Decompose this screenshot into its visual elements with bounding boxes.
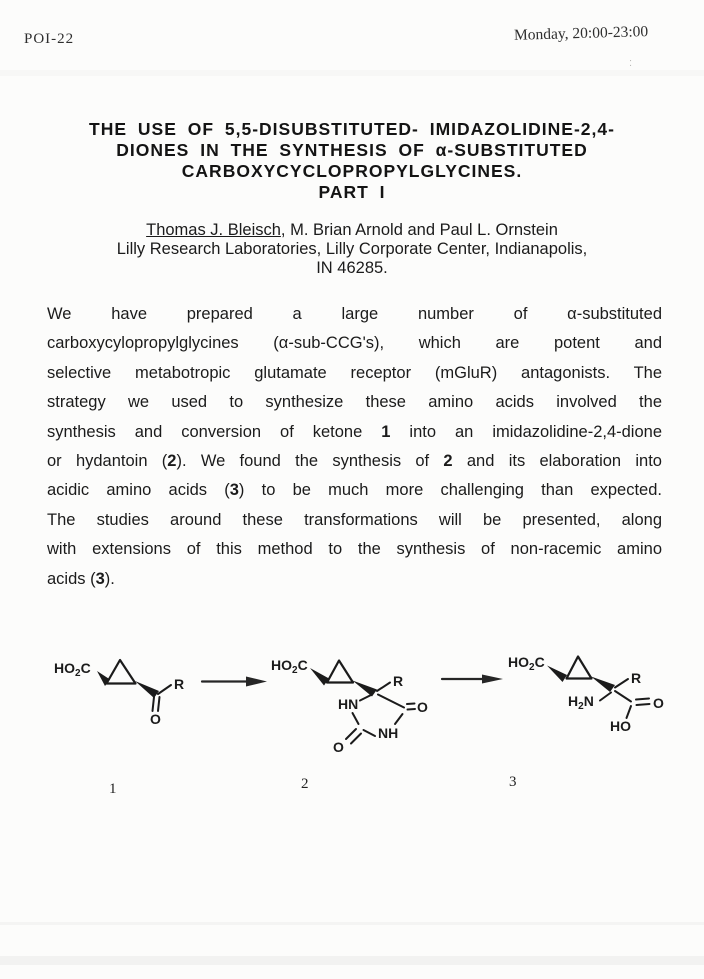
session-code: POI-22	[24, 31, 75, 47]
paper-title	[0, 119, 704, 203]
abstract-line	[47, 300, 662, 329]
abstract-line	[47, 418, 662, 447]
c4-carbonyl-double-bond	[407, 704, 415, 705]
compound-1-structure	[54, 660, 184, 797]
text-segment: selective metabotropic glutamate receptor (mGluR) antagonists. The	[47, 363, 662, 382]
c2-carbonyl-double-bond	[351, 734, 361, 744]
scan-noise-band	[0, 70, 704, 76]
text-segment: strategy we used to synthesize these amino acids involved the	[47, 393, 662, 412]
compound-1-number: 1	[109, 781, 117, 797]
title-line-2: DIONES IN THE SYNTHESIS OF α-SUBSTITUTED	[116, 140, 588, 160]
affiliation-line-2: IN 46285.	[316, 259, 388, 277]
wedge-bond	[135, 681, 159, 698]
text-segment: into an imidazolidine-2,4-dione	[390, 422, 663, 441]
wedge-bond	[547, 666, 567, 683]
title-line-1: THE USE OF 5,5-DISUBSTITUTED- IMIDAZOLIDINE-2,4-	[89, 119, 615, 139]
compound-2-r-label: R	[393, 673, 404, 689]
c5-n1-bond	[360, 695, 371, 701]
c-r-bond	[158, 685, 171, 694]
wedge-bond	[591, 677, 615, 693]
text-segment: , M. Brian Arnold and Paul L. Ornstein	[280, 221, 558, 239]
wedge-bond	[353, 681, 378, 697]
text-segment: 2	[167, 452, 177, 471]
cyclopropane-ring	[107, 660, 136, 684]
text-segment: ).	[104, 569, 115, 588]
calpha-r-bond	[615, 679, 628, 688]
reaction-arrow-1	[202, 677, 267, 687]
compound-1-oxygen-label: O	[150, 711, 161, 727]
compound-3-cooh-label: $HO_2C$	[508, 654, 545, 673]
compound-1-cooh-label: $HO_2C$	[54, 660, 91, 679]
compound-1-r-label: R	[174, 676, 185, 692]
compound-2-hn-label: HN	[338, 696, 359, 712]
text-segment: acidic amino acids (	[47, 481, 230, 500]
text-segment: synthesis and conversion of ketone	[47, 422, 382, 441]
abstract-line	[47, 388, 662, 417]
compound-2-oxygen-right-label: O	[417, 699, 428, 715]
abstract-line	[47, 447, 662, 476]
cyclopropane-ring	[567, 657, 592, 679]
scan-artifact-mark: :	[629, 57, 633, 69]
c2-carbonyl-double-bond	[346, 729, 356, 739]
abstract-line	[47, 506, 662, 535]
carboxyl-oh-bond	[627, 706, 632, 718]
text-segment: carboxycylopropylglycines (α-sub-CCG's), which are potent and	[47, 334, 662, 353]
affiliation-line-1: Lilly Research Laboratories, Lilly Corporate Center, Indianapolis,	[116, 240, 588, 258]
compound-2-cooh-label: $HO_2C$	[271, 657, 308, 676]
carbonyl-double-bond	[153, 697, 155, 711]
text-segment: 2	[443, 452, 453, 471]
author-names	[0, 221, 704, 240]
text-segment: ). We found the synthesis of	[176, 452, 444, 471]
title-line-4: PART I	[318, 182, 386, 202]
compound-3-amine-label: $H_2N$	[568, 693, 594, 712]
c5-r-bond	[377, 683, 390, 692]
abstract-line	[47, 476, 662, 505]
text-segment: The studies around these transformations will be presented, along	[47, 510, 662, 529]
carboxyl-double-bond	[636, 699, 649, 700]
compound-3-r-label: R	[631, 670, 642, 686]
compound-2-number: 2	[301, 776, 309, 792]
c4-c5-bond	[378, 695, 404, 708]
c2-n3-bond	[364, 730, 376, 736]
n1-c2-bond	[353, 713, 359, 724]
amine-bond	[600, 693, 611, 701]
abstract-line	[47, 565, 662, 594]
abstract-line	[47, 329, 662, 358]
compound-2-oxygen-left-label: O	[333, 739, 344, 755]
abstract-line	[47, 535, 662, 564]
text-segment: 3	[229, 481, 239, 500]
reaction-scheme	[0, 630, 704, 810]
text-segment: with extensions of this method to the synthesis of non-racemic amino	[47, 540, 662, 559]
text-segment: We have prepared a large number of α-substituted	[47, 305, 662, 323]
calpha-carboxyl-bond	[615, 691, 631, 702]
carboxyl-double-bond	[637, 704, 650, 705]
compound-3-ho-label: HO	[610, 718, 631, 734]
scan-noise-band	[0, 922, 704, 925]
n3-c4-bond	[395, 714, 403, 724]
compound-3-structure	[508, 654, 664, 790]
c4-carbonyl-double-bond	[408, 709, 416, 710]
scan-noise-band	[0, 956, 704, 965]
compound-2-structure	[271, 657, 428, 792]
compound-3-number: 3	[509, 774, 517, 790]
title-line-3: CARBOXYCYCLOPROPYLGLYCINES.	[181, 161, 523, 181]
text-segment: and its elaboration into	[452, 452, 662, 471]
text-segment: 1	[381, 422, 391, 441]
text-segment: Thomas J. Bleisch	[146, 221, 281, 239]
text-segment: ) to be much more challenging than expected.	[238, 481, 662, 500]
text-segment: 3	[95, 569, 105, 588]
text-segment: acids (	[47, 569, 96, 588]
compound-3-oxygen-label: O	[653, 695, 664, 711]
cyclopropane-ring	[327, 661, 353, 683]
abstract-line	[47, 359, 662, 388]
session-time: Monday, 20:00-23:00	[513, 23, 649, 44]
author-block	[0, 221, 704, 278]
compound-2-nh-label: NH	[378, 725, 399, 741]
reaction-arrow-2	[442, 675, 503, 684]
abstract-text	[47, 300, 662, 594]
text-segment: or hydantoin (	[47, 452, 168, 471]
carbonyl-double-bond	[158, 697, 160, 711]
